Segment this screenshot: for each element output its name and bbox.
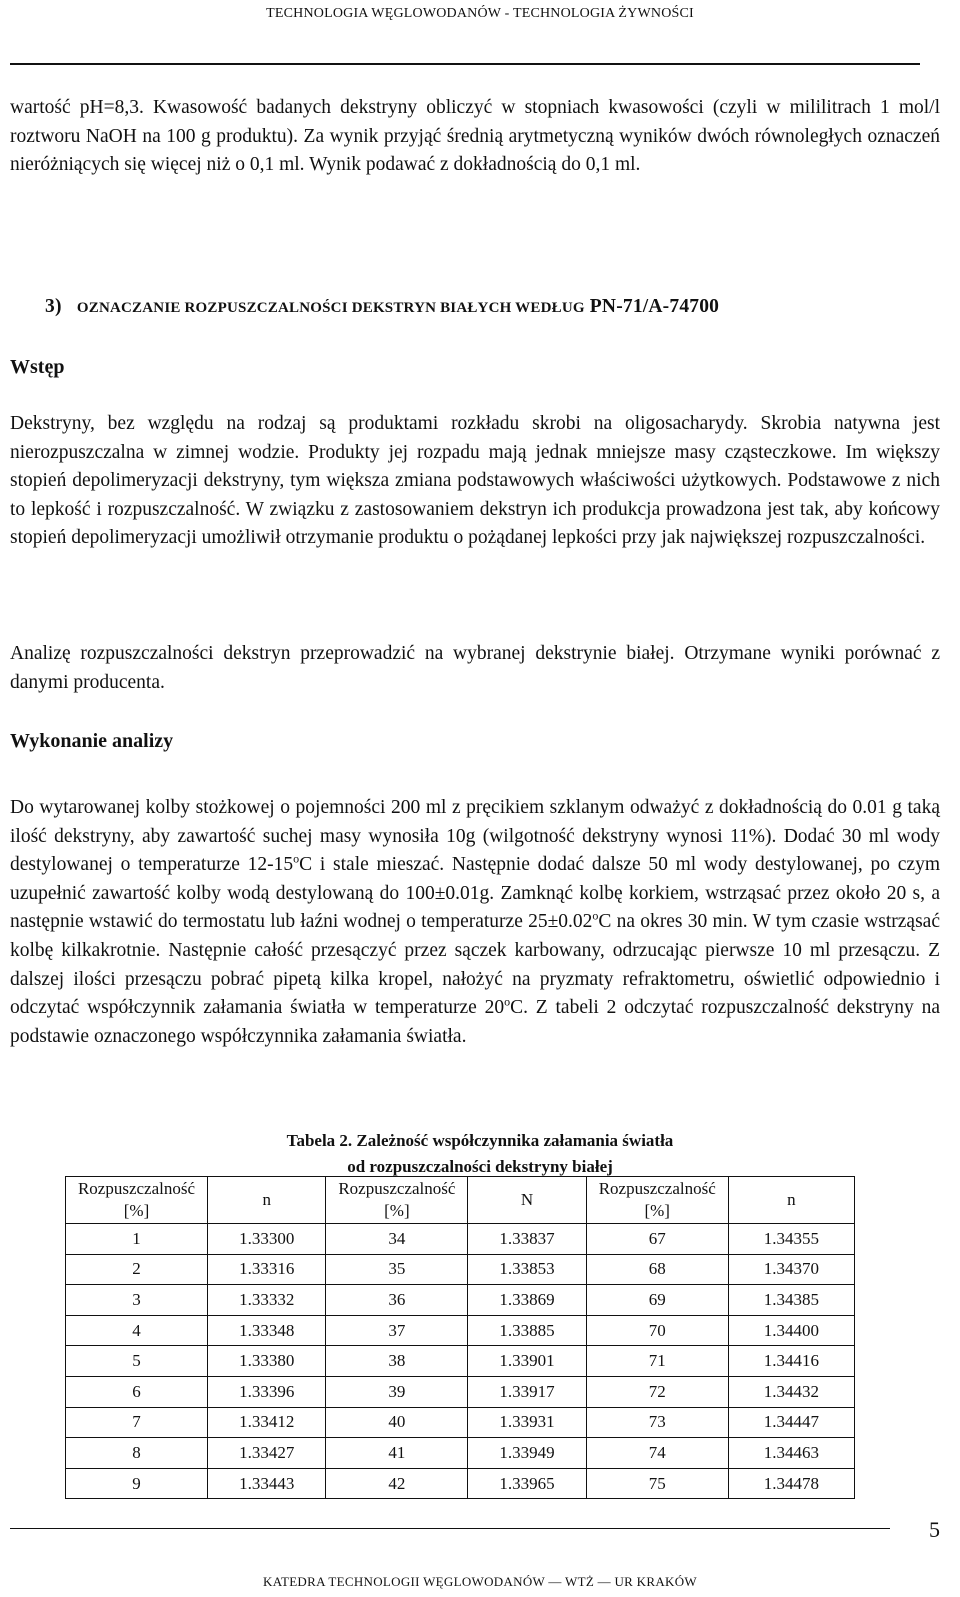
header-cell: n (208, 1177, 326, 1224)
table-cell: 1.33949 (468, 1438, 586, 1469)
table-cell: 1.34355 (728, 1224, 854, 1255)
table-cell: 6 (66, 1376, 208, 1407)
table-caption (200, 1128, 760, 1180)
table-row (66, 1254, 855, 1285)
table-cell: 1.33931 (468, 1407, 586, 1438)
page-number: 5 (929, 1517, 940, 1542)
header-cell: n (728, 1177, 854, 1224)
table-row (66, 1224, 855, 1255)
table-header-row (66, 1177, 855, 1224)
table-row (66, 1376, 855, 1407)
table-cell: 38 (326, 1346, 468, 1377)
table-cell: 1.34370 (728, 1254, 854, 1285)
wstep-paragraph-1: Dekstryny, bez względu na rodzaj są produktami rozkładu skrobi na oligosacharydy. Skrobia natywna jest nierozpuszczalna w zimnej wodzie. Produkty jej rozpadu mają jednak mniejsze masy cząsteczkowe. Im większy stopień depolimeryzacji dekstryny, tym większa zmiana podstawowych właściwości użytkowych. Podstawowe z nich to lepkość i rozpuszczalność. W związku z zastosowaniem dekstryn ich produkcja prowadzona jest tak, aby końcowy stopień depolimeryzacji umożliwił otrzymanie produktu o pożądanej lepkości przy jak największej rozpuszczalności. (10, 413, 940, 549)
table-cell: 1.33853 (468, 1254, 586, 1285)
heading-wykonanie: Wykonanie analizy (10, 730, 174, 752)
table-cell: 1.33443 (208, 1468, 326, 1499)
wykonanie-text-2: C i stale mieszać. Następnie dodać dalsze 50 ml wody destylowanej, po czym uzupełnić zawartość kolby wodą destylowaną do 100±0.01g. Zamknąć kolbę korkiem, wstrząsać przez około 20 s, a następnie wstawić do termostatu lub łaźni wodnej o temperaturze 25±0.02 (10, 854, 940, 933)
table-cell: 34 (326, 1224, 468, 1255)
table-cell: 1.33837 (468, 1224, 586, 1255)
table-cell: 1 (66, 1224, 208, 1255)
table-cell: 9 (66, 1468, 208, 1499)
table-cell: 72 (586, 1376, 728, 1407)
table-cell: 7 (66, 1407, 208, 1438)
intro-paragraph: wartość pH=8,3. Kwasowość badanych dekstryny obliczyć w stopniach kwasowości (czyli w mililitrach 1 mol/l roztworu NaOH na 100 g produktu). Za wynik przyjąć średnią arytmetyczną wyników dwóch równoległych oznaczeń nieróżniących się więcej niż o 0,1 ml. Wynik podawać z dokładnością do 0,1 ml. (10, 97, 940, 176)
section-title (45, 296, 719, 318)
table-cell: 1.33348 (208, 1315, 326, 1346)
table-cell: 1.33332 (208, 1285, 326, 1316)
table-cell: 37 (326, 1315, 468, 1346)
wykonanie-paragraph (10, 794, 940, 1051)
wykonanie-text-1: Do wytarowanej kolby stożkowej o pojemności 200 ml z pręcikiem szklanym odważyć z dokładnością do 0.01 g taką ilość dekstryny, aby zawartość suchej masy wynosiła 10g (wilgotność dekstryny wynosi 11%). Dodać 30 ml wody destylowanej o temperaturze 12-15 (10, 797, 940, 876)
table-row (66, 1407, 855, 1438)
table-cell: 73 (586, 1407, 728, 1438)
table-caption-line-2: od rozpuszczalności dekstryny białej (347, 1157, 613, 1176)
table-cell: 2 (66, 1254, 208, 1285)
table-cell: 70 (586, 1315, 728, 1346)
wykonanie-text-4: C. Z tabeli 2 odczytać rozpuszczalność dekstryny na podstawie oznaczonego współczynnika załamania światła. (10, 997, 940, 1047)
running-footer: KATEDRA TECHNOLOGII WĘGLOWODANÓW — WTŻ — UR KRAKÓW (263, 1574, 697, 1589)
table-cell: 42 (326, 1468, 468, 1499)
table-cell: 8 (66, 1438, 208, 1469)
refraction-table (65, 1176, 855, 1499)
table-body (66, 1224, 855, 1499)
table-row (66, 1468, 855, 1499)
table-cell: 40 (326, 1407, 468, 1438)
table-cell: 74 (586, 1438, 728, 1469)
table-cell: 36 (326, 1285, 468, 1316)
table-row (66, 1285, 855, 1316)
table-cell: 1.33427 (208, 1438, 326, 1469)
table-caption-line-1: Tabela 2. Zależność współczynnika załamania światła (286, 1131, 674, 1150)
section-standard: PN-71/A-74700 (589, 296, 720, 317)
wstep-paragraph-2: Analizę rozpuszczalności dekstryn przeprowadzić na wybranej dekstrynie białej. Otrzymane wyniki porównać z danymi producenta. (10, 643, 940, 693)
degree-sup-3: o (504, 994, 511, 1009)
table-cell: 1.34432 (728, 1376, 854, 1407)
table-cell: 1.33300 (208, 1224, 326, 1255)
header-cell: Rozpuszczalność [%] (66, 1177, 208, 1224)
table-cell: 1.33380 (208, 1346, 326, 1377)
running-header: TECHNOLOGIA WĘGLOWODANÓW - TECHNOLOGIA ŻYWNOŚCI (266, 6, 694, 21)
table-cell: 1.33316 (208, 1254, 326, 1285)
table-cell: 41 (326, 1438, 468, 1469)
table-cell: 75 (586, 1468, 728, 1499)
header-cell: Rozpuszczalność [%] (586, 1177, 728, 1224)
table-row (66, 1438, 855, 1469)
table-cell: 1.33885 (468, 1315, 586, 1346)
degree-sup-2: o (592, 908, 599, 923)
degree-sup-1: o (293, 851, 300, 866)
table-row (66, 1315, 855, 1346)
footer-rule (10, 1528, 890, 1529)
table-cell: 71 (586, 1346, 728, 1377)
table-cell: 1.34463 (728, 1438, 854, 1469)
table-cell: 1.34478 (728, 1468, 854, 1499)
table-cell: 35 (326, 1254, 468, 1285)
wykonanie-text-3: C na okres 30 min. W tym czasie wstrząsać kolbę kilkakrotnie. Następnie całość przesączyć przez sączek karbowany, odrzucając pierwsze 10 ml przesączu. Z dalszej ilości przesączu pobrać pipetą kilka kropel, nałożyć na pryzmaty refraktometru, oświetlić odpowiednio i odczytać współczynnik załamania światła w temperaturze 20 (10, 911, 940, 1019)
table-cell: 68 (586, 1254, 728, 1285)
table-cell: 1.34385 (728, 1285, 854, 1316)
table-cell: 1.33869 (468, 1285, 586, 1316)
table-cell: 3 (66, 1285, 208, 1316)
section-number: 3) (45, 296, 62, 317)
table-cell: 1.33901 (468, 1346, 586, 1377)
table-cell: 5 (66, 1346, 208, 1377)
header-cell: N (468, 1177, 586, 1224)
table-cell: 1.34416 (728, 1346, 854, 1377)
header-cell: Rozpuszczalność [%] (326, 1177, 468, 1224)
table-cell: 1.33965 (468, 1468, 586, 1499)
table-cell: 4 (66, 1315, 208, 1346)
table-cell: 1.33412 (208, 1407, 326, 1438)
table-cell: 1.33396 (208, 1376, 326, 1407)
section-title-text: OZNACZANIE ROZPUSZCZALNOŚCI DEKSTRYN BIAŁYCH WEDŁUG (76, 300, 585, 316)
table-cell: 39 (326, 1376, 468, 1407)
table-cell: 1.34447 (728, 1407, 854, 1438)
table-cell: 69 (586, 1285, 728, 1316)
header-rule (10, 63, 920, 65)
table-row (66, 1346, 855, 1377)
heading-wstep: Wstęp (10, 356, 65, 378)
table-cell: 1.34400 (728, 1315, 854, 1346)
table-cell: 1.33917 (468, 1376, 586, 1407)
table-cell: 67 (586, 1224, 728, 1255)
